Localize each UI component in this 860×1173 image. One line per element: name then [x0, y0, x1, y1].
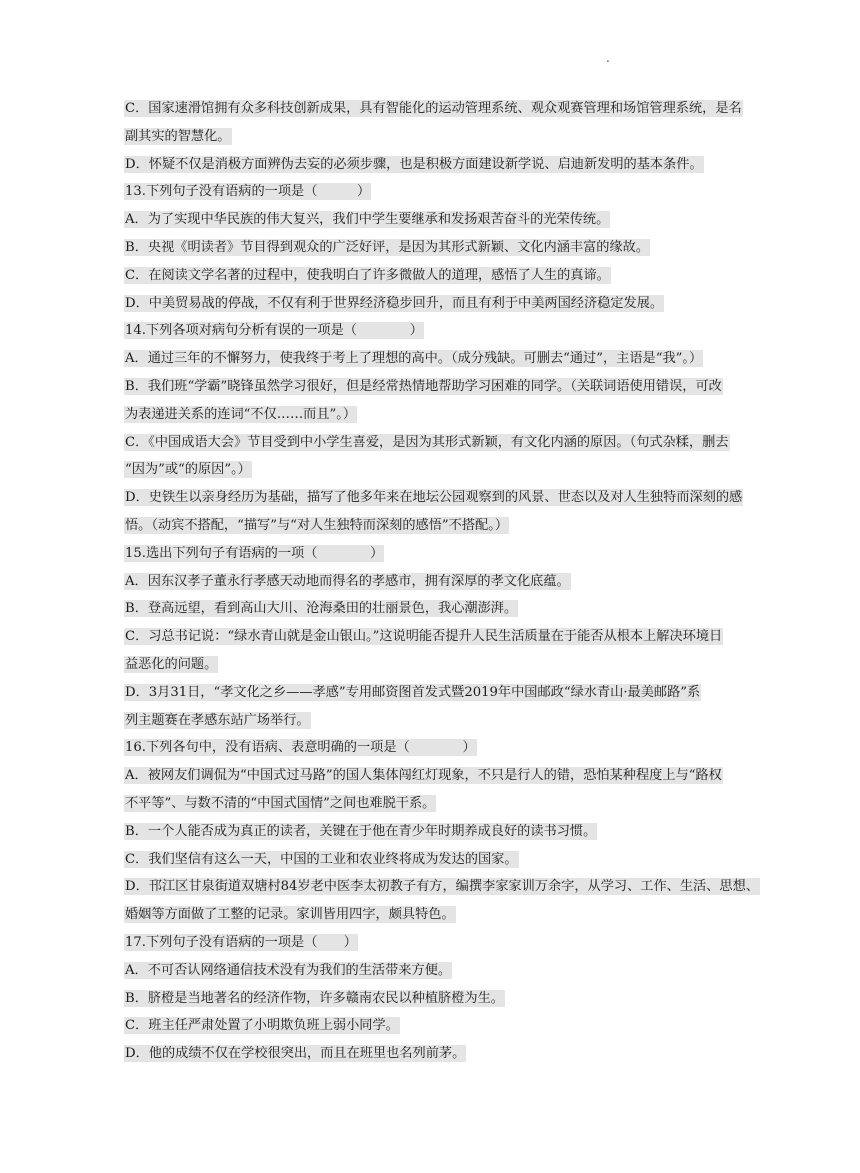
answer-option: [124, 345, 744, 373]
question-text-block: [124, 95, 759, 1068]
line-text: 15.选出下列句子有语病的一项（ ）: [125, 545, 384, 561]
line-text: 悟。（动宾不搭配，“描写”与“对人生独特而深刻的感悟”不搭配。）: [125, 517, 509, 533]
line-text: C．《中国成语大会》节目受到中小学生喜爱，是因为其形式新颖，有文化内涵的原因。（句式杂糅，删去: [125, 434, 729, 450]
line-text: 不平等”、与数不清的“中国式国情”之间也难脱干系。: [125, 795, 436, 811]
question-stem: [124, 734, 744, 762]
answer-option: [124, 484, 744, 512]
answer-option: [124, 1012, 744, 1040]
line-text: C．班主任严肃处置了小明欺负班上弱小同学。: [125, 1018, 399, 1034]
line-text: D．怀疑不仅是消极方面辨伪去妄的必须步骤，也是积极方面建设新学说、启迪新发明的基本条件。: [125, 156, 703, 172]
line-text: 14.下列各项对病句分析有误的一项是（ ）: [125, 323, 423, 339]
line-text: C．我们坚信有这么一天，中国的工业和农业终将成为发达的国家。: [125, 851, 518, 867]
line-text: A．不可否认网络通信技术没有为我们的生活带来方便。: [125, 962, 452, 978]
line-text: “因为”或“的原因”。）: [125, 462, 251, 478]
answer-option: [124, 762, 744, 790]
line-text: 13.下列句子没有语病的一项是（ ）: [125, 184, 371, 200]
answer-option: [124, 985, 744, 1013]
answer-option: [124, 679, 744, 707]
line-text: 17.下列句子没有语病的一项是（ ）: [125, 934, 357, 950]
line-text: D．邗江区甘泉街道双塘村84岁老中医李太初教子有方，编撰李家家训万余字，从学习、工作、生活、思想、: [125, 879, 759, 895]
answer-option: [124, 568, 744, 596]
line-text: D．中美贸易战的停战，不仅有利于世界经济稳步回升，而且有利于中美两国经济稳定发展。: [125, 295, 664, 311]
header-mark: .: [606, 51, 610, 65]
line-text: 列主题赛在孝感东站广场举行。: [125, 712, 310, 728]
line-text: 副其实的智慧化。: [125, 128, 231, 144]
line-text: A．为了实现中华民族的伟大复兴，我们中学生要继承和发扬艰苦奋斗的光荣传统。: [125, 212, 610, 228]
line-text: D．史铁生以亲身经历为基础，描写了他多年来在地坛公园观察到的风景、世态以及对人生独特而深刻的感: [125, 490, 743, 506]
text-line-continuation: [124, 401, 744, 429]
line-text: A．因东汉孝子董永行孝感天动地而得名的孝感市，拥有深厚的孝文化底蕴。: [125, 573, 570, 589]
line-text: D．3月31日，“孝文化之乡——孝感”专用邮资图首发式暨2019年中国邮政“绿水青山·最美邮路”系: [125, 684, 701, 700]
answer-option: [124, 234, 744, 262]
text-line-continuation: [124, 901, 744, 929]
text-line-continuation: [124, 707, 744, 735]
text-line-continuation: [124, 123, 744, 151]
text-line-continuation: [124, 456, 744, 484]
question-stem: [124, 540, 744, 568]
line-text: 16.下列各句中，没有语病、表意明确的一项是（ ）: [125, 740, 476, 756]
line-text: B．我们班“学霸”晓锋虽然学习很好，但是经常热情地帮助学习困难的同学。（关联词语使用错误，可改: [125, 378, 722, 394]
answer-option: [124, 429, 744, 457]
line-text: 益恶化的问题。: [125, 656, 218, 672]
line-text: B．登高远望，看到高山大川、沧海桑田的壮丽景色，我心潮澎湃。: [125, 601, 518, 617]
answer-option: [124, 846, 744, 874]
answer-option: [124, 873, 759, 901]
line-text: A．通过三年的不懈努力，使我终于考上了理想的高中。（成分残缺。可删去“通过”，主语是“我”。）: [125, 351, 703, 367]
answer-option: [124, 1040, 744, 1068]
answer-option: [124, 373, 744, 401]
text-line-continuation: [124, 790, 744, 818]
answer-option: [124, 623, 744, 651]
answer-option: [124, 206, 744, 234]
line-text: C．在阅读文学名著的过程中，使我明白了许多微做人的道理，感悟了人生的真谛。: [125, 267, 610, 283]
answer-option: [124, 818, 744, 846]
line-text: A．被网友们调侃为“中国式过马路”的国人集体闯红灯现象，不只是行人的错，恐怕某种程度上与“路权: [125, 768, 722, 784]
line-text: 婚姻等方面做了工整的记录。家训皆用四字，颇具特色。: [125, 907, 455, 923]
question-stem: [124, 317, 744, 345]
line-text: D．他的成绩不仅在学校很突出，而且在班里也名列前茅。: [125, 1046, 466, 1062]
line-text: C．习总书记说：“绿水青山就是金山银山。”这说明能否提升人民生活质量在于能否从根本上解决环境日: [125, 629, 723, 645]
line-text: B．脐橙是当地著名的经济作物，许多赣南农民以种植脐橙为生。: [125, 990, 504, 1006]
line-text: B．央视《明读者》节目得到观众的广泛好评，是因为其形式新颖、文化内涵丰富的缘故。: [125, 239, 649, 255]
answer-option: [124, 151, 744, 179]
question-stem: [124, 929, 744, 957]
answer-option: [124, 290, 744, 318]
question-stem: [124, 178, 744, 206]
line-text: 为表递进关系的连词“不仅……而且”。）: [125, 406, 357, 422]
answer-option: [124, 595, 744, 623]
answer-option: [124, 262, 744, 290]
line-text: C．国家速滑馆拥有众多科技创新成果，具有智能化的运动管理系统、观众观赛管理和场馆管理系统，是名: [125, 101, 742, 116]
line-text: B．一个人能否成为真正的读者，关键在于他在青少年时期养成良好的读书习惯。: [125, 823, 597, 839]
answer-option: [124, 957, 744, 985]
text-line-continuation: [124, 651, 744, 679]
answer-option: [124, 95, 744, 123]
text-line-continuation: [124, 512, 744, 540]
